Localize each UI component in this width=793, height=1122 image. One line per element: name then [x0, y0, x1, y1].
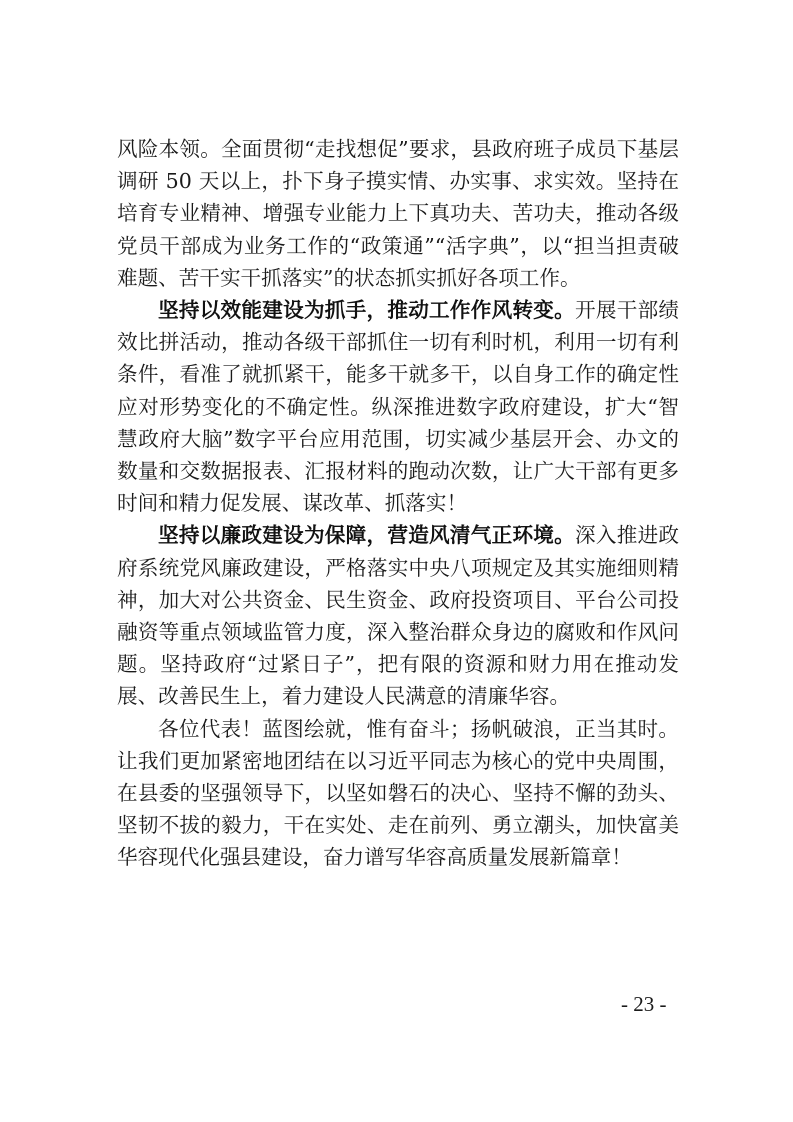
paragraph-3 [117, 519, 679, 712]
page-number: - 23 - [621, 992, 667, 1016]
paragraph-3-text: 深入推进政府系统党风廉政建设，严格落实中央八项规定及其实施细则精神，加大对公共资金、民生资金、政府投资项目、平台公司投融资等重点领域监管力度，深入整治群众身边的腐败和作风问题。坚持政府“过紧日子”，把有限的资源和财力用在推动发展、改善民生上，着力建设人民满意的清廉华容。 [117, 523, 680, 709]
paragraph-1-text: 风险本领。全面贯彻“走找想促”要求，县政府班子成员下基层调研 50 天以上，扑下身子摸实情、办实事、求实效。坚持在培育专业精神、增强专业能力上下真功夫、苦功夫，推动各级党员干部成为业务工作的“政策通”“活字典”，以“担当担责破难题、苦干实干抓落实”的状态抓实抓好各项工作。 [117, 137, 679, 290]
paragraph-4 [117, 713, 679, 874]
paragraph-2-heading: 坚持以效能建设为抓手，推动工作作风转变。 [158, 298, 576, 323]
paragraph-2-text: 开展干部绩效比拼活动，推动各级干部抓住一切有利时机，利用一切有利条件，看准了就抓紧干，能多干就多干，以自身工作的确定性应对形势变化的不确定性。纵深推进数字政府建设，扩大“智慧政府大脑”数字平台应用范围，切实减少基层开会、办文的数量和交数据报表、汇报材料的跑动次数，让广大干部有更多时间和精力促发展、谋改革、抓落实！ [117, 298, 680, 516]
paragraph-4-text: 各位代表！蓝图绘就，惟有奋斗；扬帆破浪，正当其时。让我们更加紧密地团结在以习近平同志为核心的党中央周围，在县委的坚强领导下，以坚如磐石的决心、坚持不懈的劲头、坚韧不拔的毅力，干在实处、走在前列、勇立潮头，加快富美华容现代化强县建设，奋力谱写华容高质量发展新篇章！ [117, 716, 679, 870]
paragraph-1 [117, 133, 679, 294]
body-text [117, 133, 679, 874]
paragraph-2 [117, 294, 679, 519]
paragraph-3-heading: 坚持以廉政建设为保障，营造风清气正环境。 [158, 523, 576, 548]
